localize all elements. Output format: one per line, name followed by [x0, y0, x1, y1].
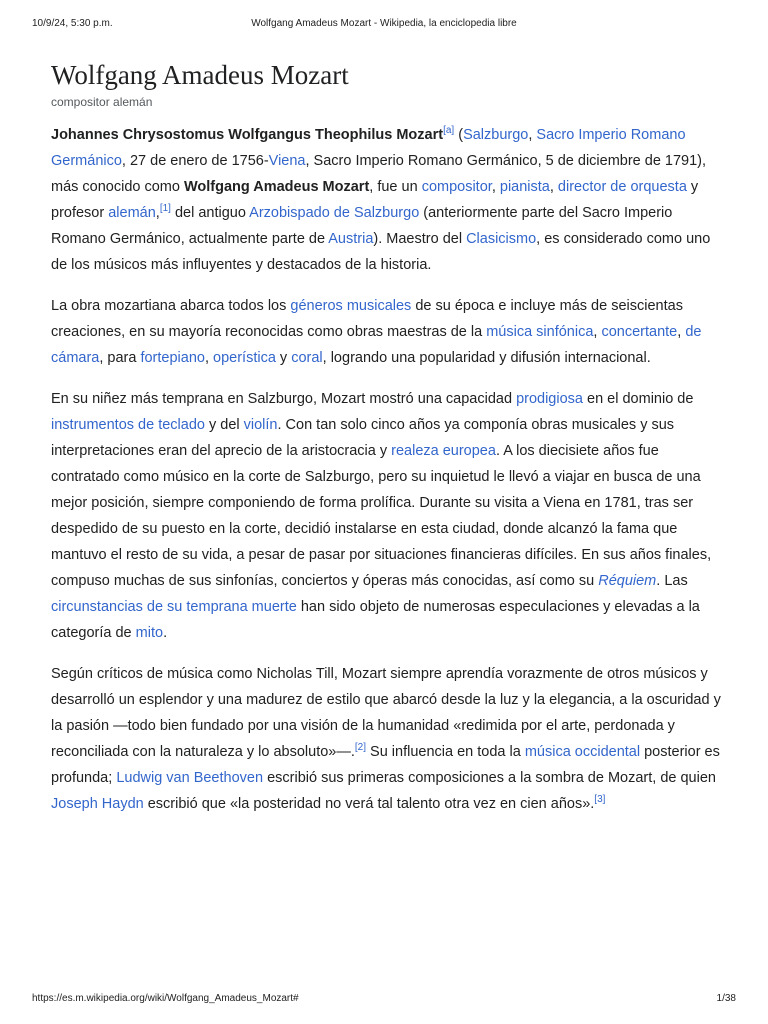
article-link[interactable]: de cámara [51, 324, 702, 366]
paragraph-childhood [51, 386, 721, 646]
text-run: y del [204, 417, 244, 433]
paragraph-intro [51, 122, 721, 278]
print-url: https://es.m.wikipedia.org/wiki/Wolfgang_Amadeus_Mozart# [32, 993, 299, 1004]
text-run: del antiguo [170, 205, 250, 221]
print-header [0, 18, 768, 32]
bold-text: Wolfgang Amadeus Mozart [183, 179, 370, 195]
print-footer [0, 993, 768, 1007]
text-run: , para [99, 350, 141, 366]
text-run: (anteriormente parte del Sacro Imperio Romano Germánico, actualmente parte de [51, 205, 673, 247]
article-link[interactable]: Ludwig van Beethoven [116, 770, 264, 786]
citation-link[interactable] [160, 203, 171, 214]
citation-link-text[interactable]: [3] [594, 794, 606, 806]
text-run: posterior es profunda; [51, 744, 720, 786]
citation-link-text[interactable]: [1] [159, 203, 171, 215]
text-run: , [204, 350, 214, 366]
article-link[interactable]: compositor [421, 179, 492, 195]
article-link[interactable]: instrumentos de teclado [51, 417, 205, 433]
text-run: escribió sus primeras composiciones a la sombra de Mozart, de quien [263, 770, 716, 786]
article-link[interactable]: prodigiosa [516, 391, 583, 407]
article-link[interactable]: violín [243, 417, 278, 433]
article-link[interactable]: alemán [108, 205, 156, 221]
text-run: y profesor [51, 179, 699, 221]
text-run: , es considerado como uno de los músicos más influyentes y destacados de la historia. [51, 231, 711, 273]
text-run: En su niñez más temprana en Salzburgo, Mozart mostró una capacidad [51, 391, 517, 407]
citation-link-text[interactable]: [2] [354, 742, 367, 754]
text-run: . A los diecisiete años fue contratado como músico en la corte de Salzburgo, pero su inquietud le llevó a viajar en busca de una mejor posición, siempre componiendo de forma prolífica. Durante su visita a Viena en 1781, tras ser despedido de su puesto en la corte, decidió instalarse en esta ciudad, donde alcanzó la fama que mantuvo el resto de su vida, a pesar de pasar por situaciones financieras difíciles. En sus años finales, compuso muchas de sus sinfonías, conciertos y óperas más conocidas, así como su [51, 443, 712, 589]
print-datetime: 10/9/24, 5:30 p.m. [32, 18, 113, 29]
text-run: , [155, 205, 160, 221]
article-link[interactable]: concertante [601, 324, 678, 340]
paragraph-influence [51, 661, 721, 817]
article-link[interactable]: realeza europea [391, 443, 496, 459]
text-run: , [677, 324, 686, 340]
page-subtitle: compositor alemán [51, 95, 153, 109]
article-link[interactable]: Salzburgo [463, 127, 529, 143]
text-run: , [491, 179, 500, 195]
text-run: han sido objeto de numerosas especulaciones y elevadas a la categoría de [51, 599, 700, 641]
text-run: escribió que «la posteridad no verá tal talento otra vez en cien años». [143, 796, 595, 812]
citation-link-text[interactable]: [a] [443, 125, 455, 137]
text-run: . Con tan solo cinco años ya componía obras musicales y sus interpretaciones eran del aprecio de la aristocracia y [51, 417, 675, 459]
article-link[interactable]: Austria [328, 231, 374, 247]
text-run: de su época e incluye más de seiscientas creaciones, en su mayoría reconocidas como obras maestras de la [51, 298, 683, 340]
citation-link[interactable] [355, 742, 366, 753]
text-run: y [275, 350, 292, 366]
text-run: . Las [656, 573, 688, 589]
article-link[interactable]: Arzobispado de Salzburgo [249, 205, 420, 221]
text-run: ). Maestro del [373, 231, 467, 247]
article-link[interactable]: operística [213, 350, 276, 366]
text-run: Según críticos de música como Nicholas Till, Mozart siempre aprendía vorazmente de otros músicos y desarrolló un esplendor y una madurez de estilo que abarcó desde la luz y la elegancia, a la oscuridad y la pasión —todo bien fundado por una visión de la humanidad «redimida por el arte, perdonada y reconciliada con la naturaleza y lo absoluto»—. [51, 666, 721, 760]
print-page-number: 1/38 [716, 993, 736, 1004]
article-link[interactable]: fortepiano [140, 350, 205, 366]
text-run: , 27 de enero de 1756- [121, 153, 269, 169]
page-title: Wolfgang Amadeus Mozart [51, 60, 349, 90]
article-link[interactable]: géneros musicales [290, 298, 412, 314]
text-run: , [593, 324, 602, 340]
text-run: . [163, 625, 168, 641]
citation-link[interactable] [594, 794, 605, 805]
article-link[interactable]: Joseph Haydn [51, 796, 144, 812]
article-link[interactable]: director de orquesta [557, 179, 687, 195]
article-link[interactable]: música occidental [524, 744, 641, 760]
text-run: , fue un [369, 179, 422, 195]
text-run: , [528, 127, 537, 143]
citation-link[interactable] [443, 125, 454, 136]
text-run: ( [454, 127, 464, 143]
article-link[interactable]: circunstancias de su temprana muerte [51, 599, 297, 615]
bold-text: Johannes Chrysostomus Wolfgangus Theophilus Mozart [51, 127, 444, 143]
text-run: Su influencia en toda la [366, 744, 525, 760]
text-run: , [549, 179, 558, 195]
paragraph-works [51, 293, 721, 371]
article-link[interactable]: Viena [268, 153, 306, 169]
article-link[interactable]: Clasicismo [466, 231, 537, 247]
article-link[interactable]: coral [291, 350, 323, 366]
text-run: , Sacro Imperio Romano Germánico, 5 de diciembre de 1791), más conocido como [51, 153, 707, 195]
article-link[interactable]: Sacro Imperio Romano Germánico [51, 127, 686, 169]
article-link[interactable]: mito [135, 625, 164, 641]
article-link[interactable]: Réquiem [598, 573, 657, 589]
article-link[interactable]: pianista [499, 179, 550, 195]
text-run: en el dominio de [582, 391, 694, 407]
article-link[interactable]: música sinfónica [486, 324, 594, 340]
print-page-title: Wolfgang Amadeus Mozart - Wikipedia, la enciclopedia libre [251, 18, 517, 29]
article [51, 58, 721, 817]
text-run: La obra mozartiana abarca todos los [51, 298, 291, 314]
text-run: , logrando una popularidad y difusión internacional. [322, 350, 651, 366]
